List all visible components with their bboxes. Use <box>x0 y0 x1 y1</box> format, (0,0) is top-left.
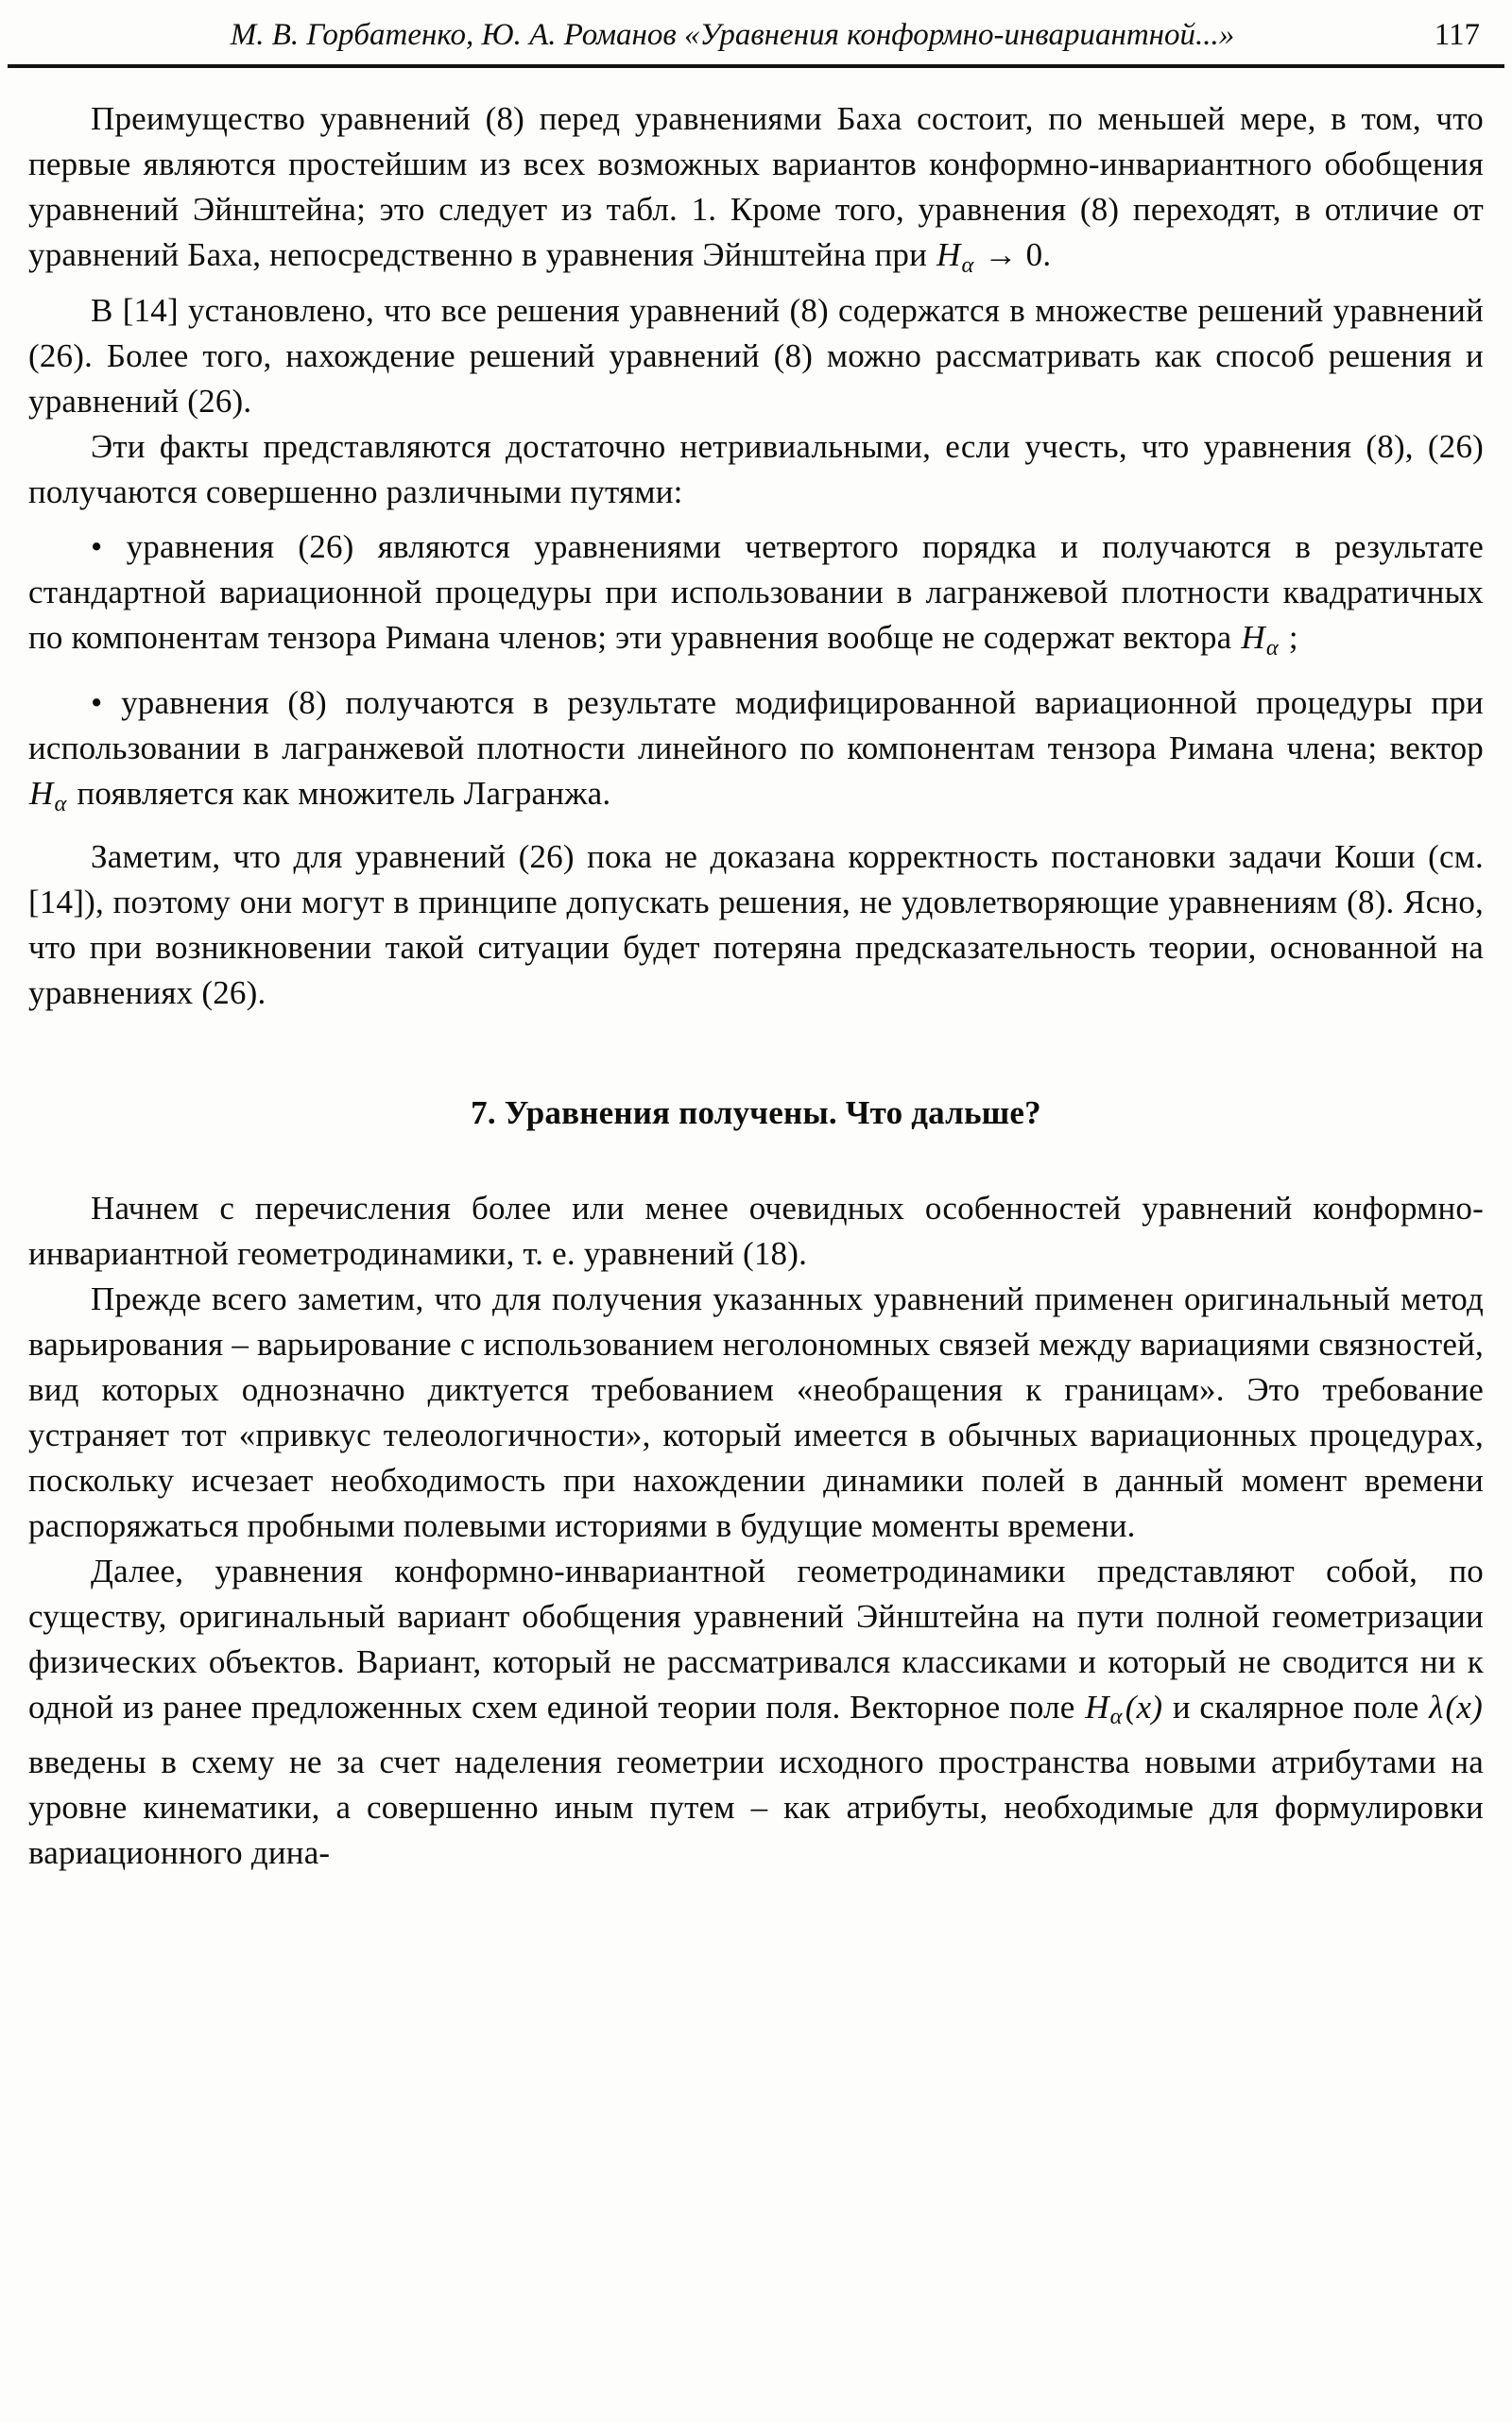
text-run: ; <box>1280 618 1298 656</box>
section-heading <box>28 1091 1484 1135</box>
running-header <box>28 11 1484 62</box>
text-run: • уравнения (8) получаются в результате модифицированной вариационной процедуры при использовании в лагранжевой плотности линейного по компонентам тензора Римана члена; вектор <box>28 683 1484 766</box>
math-symbol: (x) <box>1445 1688 1483 1726</box>
text-run: и скалярное поле <box>1163 1688 1429 1726</box>
text-run: → 0. <box>975 236 1052 273</box>
math-subscript: α <box>54 790 67 816</box>
bullet-paragraph <box>28 680 1484 827</box>
text-run: В [14] установлено, что все решения уравнений (8) содержатся в множестве решений уравнений (26). Более того, нахождение решений уравнений (8) можно рассматривать как способ решения и уравнений (26). <box>28 291 1484 420</box>
text-run: 7. Уравнения получены. Что дальше? <box>471 1093 1041 1131</box>
math-subscript: α <box>1265 634 1279 661</box>
text-run: Прежде всего заметим, что для получения указанных уравнений применен оригинальный метод варьирования – варьирование с использованием неголономных связей между вариациями связностей, вид которых однозначно диктуется требованием «необращения к границам». Это требование устраняет тот «привкус телеологичности», который имеется в обычных вариационных процедурах, поскольку исчезает необходимость при нахождении динамики полей в данный момент времени распоряжаться пробными полевыми историями в будущие моменты времени. <box>28 1280 1484 1544</box>
text-run: • уравнения (26) являются уравнениями четвертого порядка и получаются в результате стандартной вариационной процедуры при использовании в лагранжевой плотности квадратичных по компонентам тензора Римана членов; эти уравнения вообще не содержат вектора <box>28 527 1484 656</box>
math-symbol: λ <box>1429 1688 1444 1726</box>
text-run: Начнем с перечисления более или менее очевидных особенностей уравнений конформно-инвариантной геометродинамики, т. е. уравнений (18). <box>28 1189 1484 1272</box>
page-body <box>28 91 1484 1876</box>
paragraph <box>28 1549 1484 1877</box>
text-run: появляется как множитель Лагранжа. <box>68 774 611 812</box>
math-symbol: H <box>936 236 961 273</box>
paragraph <box>28 1277 1484 1549</box>
math-symbol: H <box>1241 618 1265 656</box>
paragraph <box>28 834 1484 1016</box>
math-symbol: (x) <box>1125 1688 1163 1726</box>
page-number: 117 <box>1434 18 1480 52</box>
text-run: Заметим, что для уравнений (26) пока не доказана корректность постановки задачи Коши (см. [14]), поэтому они могут в принципе допускать решения, не удовлетворяющие уравнениям (8). Ясно, что при возникновении такой ситуации будет потеряна предсказательность теории, основанной на уравнениях (26). <box>28 837 1484 1011</box>
bullet-paragraph <box>28 524 1484 671</box>
header-rule <box>8 64 1504 68</box>
text-run: Далее, уравнения конформно-инвариантной геометродинамики представляют собой, по существу, оригинальный вариант обобщения уравнений Эйнштейна на пути полной геометризации физических объектов. Вариант, который не рассматривался классиками и который не сводится ни к одной из ранее предложенных схем единой теории поля. Векторное поле <box>28 1552 1484 1726</box>
math-symbol: H <box>1085 1688 1109 1726</box>
math-symbol: H <box>29 774 54 812</box>
running-title: М. В. Горбатенко, Ю. А. Романов «Уравнения конформно-инвариантной...» <box>230 18 1235 52</box>
paragraph <box>28 1186 1484 1277</box>
paragraph <box>28 96 1484 288</box>
text-run: Преимущество уравнений (8) перед уравнениями Баха состоит, по меньшей мере, в том, что первые являются простейшим из всех возможных вариантов конформно-инвариантного обобщения уравнений Эйнштейна; это следует из табл. 1. Кроме того, уравнения (8) переходят, в отличие от уравнений Баха, непосредственно в уравнения Эйнштейна при <box>28 100 1484 273</box>
paragraph <box>28 288 1484 424</box>
math-subscript: α <box>961 251 974 278</box>
math-subscript: α <box>1109 1704 1123 1730</box>
paragraph <box>28 424 1484 515</box>
text-run: Эти факты представляются достаточно нетривиальными, если учесть, что уравнения (8), (26) получаются совершенно различными путями: <box>28 427 1484 510</box>
text-run: введены в схему не за счет наделения геометрии исходного пространства новыми атрибутами на уровне кинематики, а совершенно иным путем – как атрибуты, необходимые для формулировки вариационного дина- <box>28 1743 1484 1872</box>
